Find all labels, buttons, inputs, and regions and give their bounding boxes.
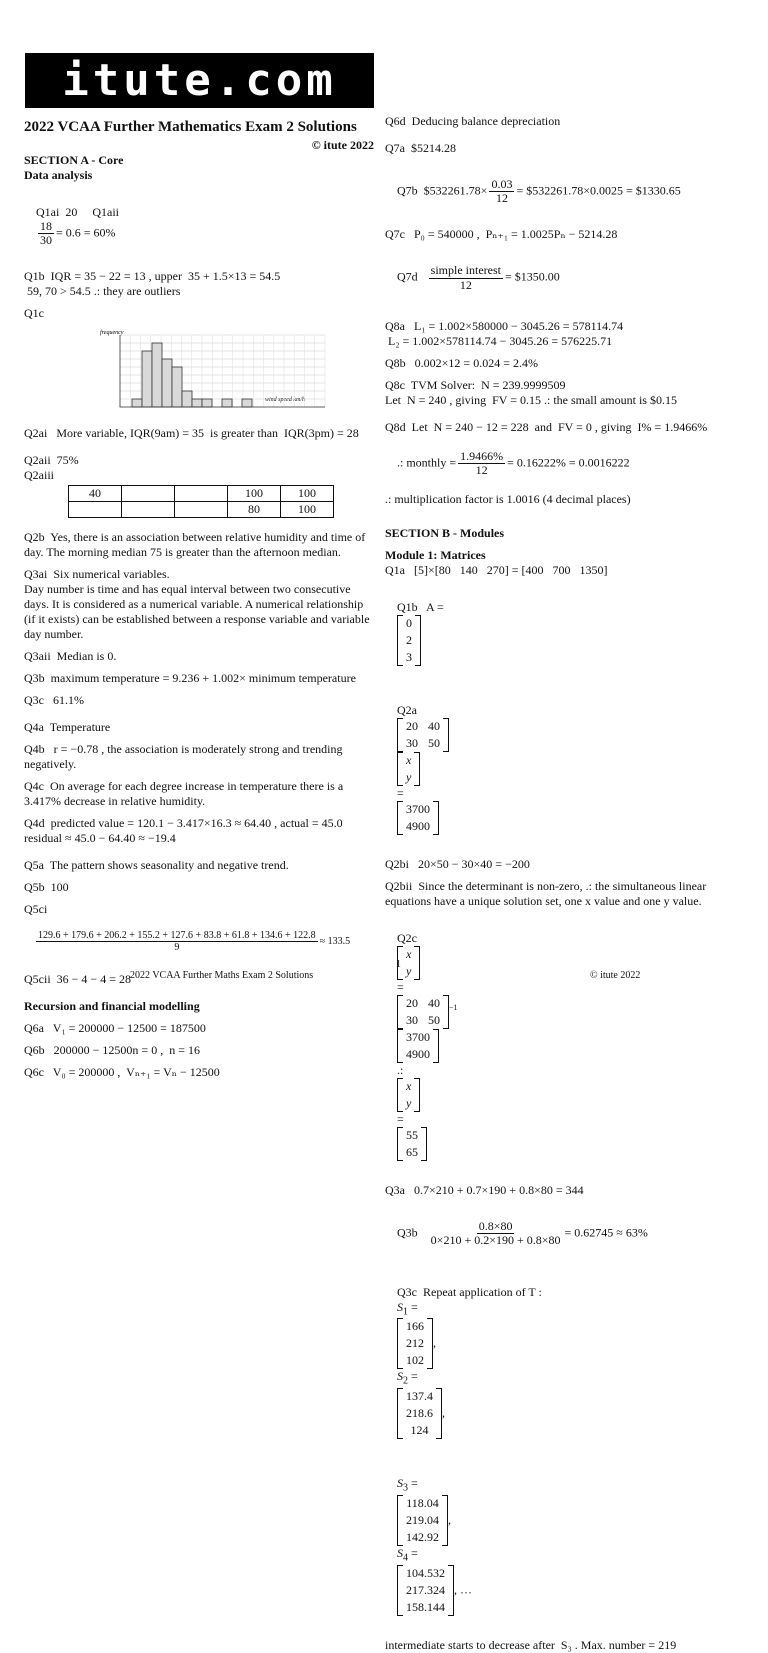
q1aii-fraction [38, 220, 54, 247]
q3c-label: Q3c Repeat application of T : [397, 1284, 542, 1299]
matrix-cell: 166 [406, 1319, 424, 1334]
q5ci-numerator: 129.6 + 179.6 + 206.2 + 155.2 + 127.6 + 83.8 + 61.8 + 134.6 + 122.8 [38, 929, 316, 941]
q6d-answer: Q6d Deducing balance depreciation [385, 114, 561, 128]
q3c-matrix-answer-2: $S_3$ = 118.04 219.04 142.92 , $S_4$ = 104.532 217.324 158.144 , … [397, 1476, 472, 1615]
right-column [385, 114, 745, 1653]
histogram-bar [192, 399, 202, 407]
histogram-bar [152, 343, 162, 407]
table-row [69, 486, 334, 502]
copyright: © itute 2022 [311, 137, 374, 152]
q8c-answer: Q8c TVM Solver: N = 239.9999509 Let N = 240 , giving FV = 0.15 .: the small amount is $0.15 [385, 377, 677, 407]
matrix-cell: x [406, 753, 412, 768]
matrix-cell: 102 [406, 1353, 424, 1368]
matrix-cell: 3700 [406, 1030, 430, 1045]
matrix-cell: 3700 [406, 802, 430, 817]
histogram-y-label: frequency [100, 330, 124, 337]
q6b-answer: Q6b 200000 − 12500n = 0 , n = 16 [24, 1043, 200, 1058]
q7d-denominator: 12 [459, 277, 472, 292]
q6c-answer: Q6c V₀ = 200000 , Vₙ₊₁ = Vₙ − 12500 [24, 1065, 220, 1080]
q7d-label: Q7d [397, 269, 418, 284]
q8a-line2: L₂ = 1.002×578114.74 − 3045.26 = 576225.71 [385, 333, 613, 348]
q2c-label: Q2c [397, 931, 417, 946]
matrix-cell: 3 [406, 650, 412, 665]
matrix-cell: y [406, 964, 412, 979]
table-cell [122, 502, 175, 518]
matrix-cell: 4900 [406, 1047, 430, 1062]
q7b-answer [385, 163, 745, 220]
matrix-cell: 212 [406, 1336, 424, 1351]
q2ai-answer: Q2ai More variable, IQR(9am) = 35 is greater than IQR(3pm) = 28 [24, 426, 359, 441]
q2c-result-vector [397, 1127, 427, 1161]
q4b-answer: Q4b r = −0.78 , the association is moderately strong and trending negatively. [24, 742, 346, 772]
matrix-cell: 40 [428, 996, 440, 1011]
matrix-cell: 2 [406, 633, 412, 648]
q2b-answer: Q2b Yes, there is an association between relative humidity and time of day. The morning median 75 is greater than the afternoon median. [24, 530, 369, 560]
section-a-heading: SECTION A - Core [24, 152, 124, 167]
q3b-denominator: 0×210 + 0.2×190 + 0.8×80 [430, 1233, 561, 1248]
q7c-answer: Q7c P₀ = 540000 , Pₙ₊₁ = 1.0025Pₙ − 5214.28 [385, 227, 618, 242]
q5ci-fraction [36, 930, 318, 953]
q5ci-expression [24, 917, 374, 965]
footer-title: 2022 VCAA Further Maths Exam 2 Solutions [130, 970, 314, 981]
matrix-cell: 142.92 [406, 1530, 439, 1545]
q4d-line1: Q4d predicted value = 120.1 − 3.417×16.3 ≈ 64.40 , actual = 45.0 [24, 816, 343, 831]
q2c-coeff-matrix [397, 995, 449, 1029]
histogram-bar [172, 367, 182, 407]
q5b-answer: Q5b 100 [24, 880, 69, 895]
page-title: 2022 VCAA Further Mathematics Exam 2 Solutions [24, 119, 357, 135]
q2a-coeff-matrix [397, 718, 449, 752]
q2aiii-table [68, 485, 334, 518]
matrix-cell: y [406, 770, 412, 785]
q3c-answer: Q3c 61.1% [24, 693, 84, 708]
q5ci-label: Q5ci [24, 902, 48, 917]
q2aii-answer: Q2aii 75% [24, 453, 79, 468]
q2a-matrix-answer: Q2a 20 40 30 50 x y = 3700 4900 [385, 688, 745, 850]
q3b-numerator: 0.8×80 [478, 1219, 513, 1234]
q8b-answer: Q8b 0.002×12 = 0.024 = 2.4% [385, 355, 538, 370]
table-cell [122, 486, 175, 502]
matrix-cell: 4900 [406, 819, 430, 834]
q1b-line1: Q1b IQR = 35 − 22 = 13 , upper 35 + 1.5×13 = 54.5 [24, 269, 281, 284]
matrix-cell: 20 [406, 996, 418, 1011]
q8d-label: .: monthly = [397, 455, 457, 470]
q4d-line2: residual ≈ 45.0 − 64.40 ≈ −19.4 [24, 831, 176, 846]
wind-speed-histogram [100, 325, 330, 415]
matrix-cell: 30 [406, 736, 418, 751]
matrix-cell: 30 [406, 1013, 418, 1028]
table-cell: 100 [281, 486, 334, 502]
q8d-line3: .: multiplication factor is 1.0016 (4 decimal places) [385, 492, 631, 507]
q8d-line2 [385, 435, 745, 492]
q3b-label: Q3b [397, 1225, 418, 1240]
q7d-result: = $1350.00 [505, 269, 560, 284]
q3b-result: = 0.62745 ≈ 63% [564, 1225, 648, 1240]
q7b-fraction [489, 178, 514, 205]
q8d-result: = 0.16222% = 0.0016222 [507, 455, 630, 470]
s1-vector [397, 1318, 433, 1369]
matrix-cell: 137.4 [406, 1389, 433, 1404]
s3-vector [397, 1495, 448, 1546]
recursion-heading: Recursion and financial modelling [24, 999, 200, 1014]
table-cell: 100 [228, 486, 281, 502]
histogram-bar [132, 399, 142, 407]
q2aiii-label: Q2aiii [24, 468, 54, 483]
q3ai-answer: Q3ai Six numerical variables. Day number is time and has equal interval between two consecutive days. It is considered as a numerical variable. A numerical relationship (if it exists) can be established between a response variable and variable day number. [24, 567, 370, 642]
q5ci-denominator: 9 [174, 941, 180, 953]
q2a-const-vector [397, 801, 439, 835]
q4a-answer: Q4a Temperature [24, 720, 111, 735]
table-cell [69, 502, 122, 518]
q5cii-answer: Q5cii 36 − 4 − 4 = 28 [24, 972, 131, 987]
s2-vector [397, 1388, 442, 1439]
table-cell: 40 [69, 486, 122, 502]
q2bi-answer: Q2bi 20×50 − 30×40 = −200 [385, 857, 530, 872]
matrix-cell: 219.04 [406, 1513, 439, 1528]
module1-heading: Module 1: Matrices [385, 548, 486, 563]
q8d-fraction [458, 450, 505, 477]
q1b-line2: 59, 70 > 54.5 .: they are outliers [24, 284, 181, 299]
matrix-cell: 50 [428, 736, 440, 751]
matrix-cell: 118.04 [406, 1496, 439, 1511]
q7b-denominator: 12 [495, 191, 508, 206]
histogram-bar [202, 399, 212, 407]
page-number: 1 [396, 959, 401, 970]
q7b-result: = $532261.78×0.0025 = $1330.65 [516, 183, 681, 198]
q1aii-denominator: 30 [40, 232, 52, 247]
q3a-answer: Q3a 0.7×210 + 0.7×190 + 0.8×80 = 344 [385, 1183, 584, 1198]
matrix-cell: 55 [406, 1128, 418, 1143]
q1b-matrix-answer [385, 585, 745, 681]
section-b-heading: SECTION B - Modules [385, 526, 505, 541]
table-cell [175, 502, 228, 518]
q6a-answer: Q6a V₁ = 200000 − 12500 = 187500 [24, 1021, 206, 1036]
table-row [69, 502, 334, 518]
q2c-var-vector-2 [397, 1078, 420, 1112]
q7b-label: Q7b $532261.78× [397, 183, 488, 198]
histogram-bar [182, 391, 192, 407]
q5a-answer: Q5a The pattern shows seasonality and negative trend. [24, 858, 289, 873]
q1b-label: Q1b A = [397, 600, 444, 615]
histogram-bar [242, 399, 252, 407]
q8a-line1: Q8a L₁ = 1.002×580000 − 3045.26 = 578114.74 [385, 318, 624, 333]
q1b-vector [397, 615, 421, 666]
matrix-cell: 218.6 [406, 1406, 433, 1421]
q3b-answer [385, 1205, 745, 1262]
q7a-answer: Q7a $5214.28 [385, 141, 456, 155]
matrix-cell: x [406, 1079, 412, 1094]
s4-vector [397, 1565, 454, 1616]
q7d-answer [385, 249, 745, 306]
q5ci-result: ≈ 133.5 [319, 935, 351, 947]
q2a-var-vector [397, 752, 420, 786]
footer-copyright: © itute 2022 [590, 970, 641, 981]
matrix-cell: x [406, 947, 412, 962]
q2bii-answer: Q2bii Since the determinant is non-zero, .: the simultaneous linear equations have a unique solution set, one x value and one y value. [385, 879, 710, 909]
q1aii-label: Q1aii [92, 204, 119, 219]
q3c-matrix-answer: Q3c Repeat application of T : $S_1$ = 166 212 102 , $S_2$ = 137.4 218.6 124 , [397, 1284, 542, 1438]
matrix-cell: 65 [406, 1145, 418, 1160]
data-analysis-heading: Data analysis [24, 167, 93, 182]
matrix-cell: 124 [410, 1423, 429, 1438]
table-cell [175, 486, 228, 502]
q4c-answer: Q4c On average for each degree increase in temperature there is a 3.417% decrease in relative humidity. [24, 779, 347, 809]
q1a-answer [24, 190, 374, 262]
itute-logo: itute.com [25, 53, 374, 108]
q3aii-answer: Q3aii Median is 0. [24, 649, 117, 664]
q7d-fraction [429, 264, 503, 291]
q3c-conclusion: intermediate starts to decrease after S₃ . Max. number = 219 [385, 1638, 677, 1653]
q8d-numerator: 1.9466% [460, 448, 504, 463]
q1a-matrix-answer: Q1a [5]×[80 140 270] = [400 700 1350] [385, 563, 608, 578]
q7b-numerator: 0.03 [491, 177, 513, 191]
q3b-fraction [429, 1220, 563, 1247]
histogram-x-label: wind speed km/h [265, 397, 305, 404]
matrix-cell: 217.324 [406, 1583, 445, 1598]
matrix-cell: 40 [428, 719, 440, 734]
q8d-denominator: 12 [475, 462, 488, 477]
table-cell: 80 [228, 502, 281, 518]
q8d-line1: Q8d Let N = 240 − 12 = 228 and FV = 0 , giving I% = 1.9466% [385, 419, 708, 434]
histogram-bar [142, 351, 152, 407]
q1ai-text: Q1ai 20 [36, 204, 78, 219]
matrix-cell: 20 [406, 719, 418, 734]
matrix-cell: y [406, 1096, 412, 1111]
histogram-bar [222, 399, 232, 407]
q1c-label: Q1c [24, 306, 44, 321]
table-cell: 100 [281, 502, 334, 518]
matrix-cell: 104.532 [406, 1566, 445, 1581]
q2a-label: Q2a [397, 703, 417, 718]
q2c-matrix-answer: Q2c x y = 20 40 30 50 $^{-1}$ 3700 4900 .: x y = 55 65 [397, 931, 458, 1160]
matrix-cell: 0 [406, 616, 412, 631]
matrix-cell: 158.144 [406, 1600, 445, 1615]
left-column [24, 112, 374, 1080]
q7d-numerator: simple interest [430, 263, 501, 278]
q2c-const-vector [397, 1029, 439, 1063]
q1aii-result: = 0.6 = 60% [56, 225, 116, 240]
histogram-bar [162, 359, 172, 407]
q3b-answer: Q3b maximum temperature = 9.236 + 1.002× minimum temperature [24, 671, 356, 686]
matrix-cell: 50 [428, 1013, 440, 1028]
q1aii-numerator: 18 [40, 218, 52, 233]
